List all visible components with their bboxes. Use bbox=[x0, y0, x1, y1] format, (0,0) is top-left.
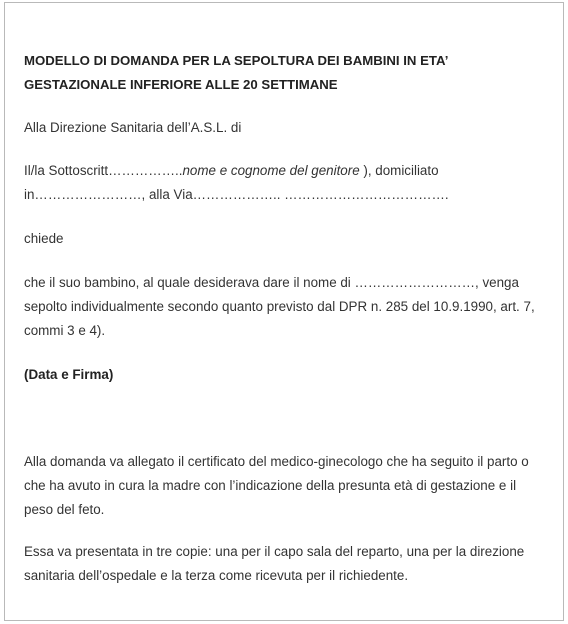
applicant-paragraph bbox=[24, 159, 554, 207]
applicant-prefix: Il/la Sottoscritt…………….. bbox=[24, 163, 183, 178]
request-line-2: sepolto individualmente secondo quanto previsto dal DPR n. 285 del 10.9.1990, art. 7, bbox=[24, 299, 535, 314]
applicant-name-hint: nome e cognome del genitore bbox=[182, 163, 360, 178]
attachment-note bbox=[24, 450, 554, 522]
document-title bbox=[24, 49, 554, 97]
applicant-suffix: ), domiciliato bbox=[359, 163, 439, 178]
request-line-1: che il suo bambino, al quale desiderava dare il nome di ………………………, venga bbox=[24, 275, 519, 290]
residence-line: in……………………, alla Via……………….. ………………………………. bbox=[24, 187, 449, 202]
attachment-line-3: peso del feto. bbox=[24, 502, 105, 517]
copies-line-1: Essa va presentata in tre copie: una per il capo sala del reparto, una per la direzione bbox=[24, 544, 525, 559]
request-paragraph bbox=[24, 271, 554, 343]
addressee-line: Alla Direzione Sanitaria dell’A.S.L. di bbox=[24, 120, 242, 135]
copies-line-2: sanitaria dell’ospedale e la terza come ricevuta per il richiedente. bbox=[24, 568, 409, 583]
date-signature-label: (Data e Firma) bbox=[24, 367, 114, 382]
applicant-line bbox=[24, 159, 554, 183]
copies-note bbox=[24, 540, 554, 588]
request-verb: chiede bbox=[24, 231, 64, 246]
title-line-2: GESTAZIONALE INFERIORE ALLE 20 SETTIMANE bbox=[24, 77, 338, 92]
document-frame bbox=[4, 2, 564, 621]
title-line-1: MODELLO DI DOMANDA PER LA SEPOLTURA DEI BAMBINI IN ETA’ bbox=[24, 53, 449, 68]
attachment-line-1: Alla domanda va allegato il certificato del medico-ginecologo che ha seguito il parto o bbox=[24, 454, 529, 469]
attachment-line-2: che ha avuto in cura la madre con l’indicazione della presunta età di gestazione e il bbox=[24, 478, 517, 493]
request-line-3: commi 3 e 4). bbox=[24, 323, 106, 338]
